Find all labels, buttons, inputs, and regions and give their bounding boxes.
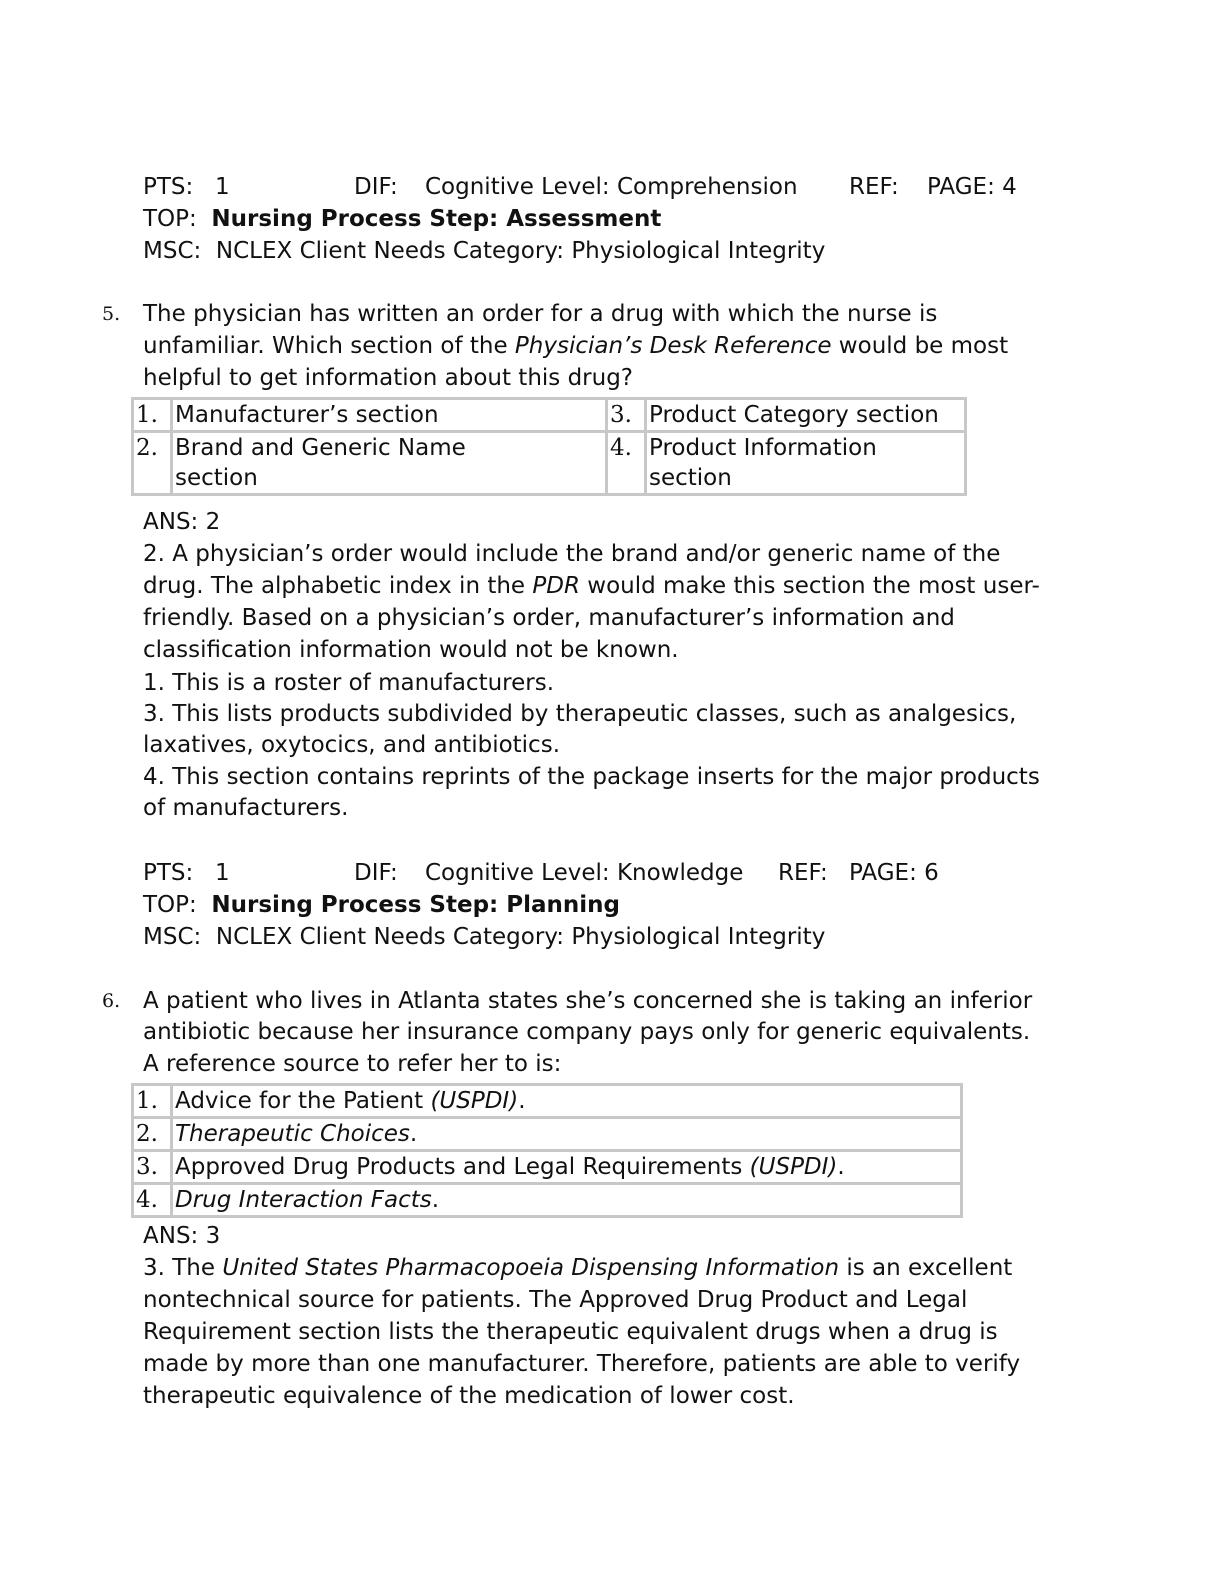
dif-label: DIF: bbox=[354, 860, 398, 886]
option-number: 2. bbox=[133, 432, 172, 495]
pts-value: 1 bbox=[215, 860, 230, 886]
top-line bbox=[143, 204, 661, 234]
rationale-text: 2. A physician’s order would include the brand and/or generic name of the bbox=[143, 541, 1001, 567]
abbrev-title: PDR bbox=[532, 573, 580, 599]
msc-label: MSC: bbox=[143, 238, 202, 264]
rationale-span: is an excellent bbox=[839, 1255, 1013, 1281]
answer-line: ANS: 2 bbox=[143, 509, 221, 535]
top-value: Nursing Process Step: Planning bbox=[211, 892, 620, 918]
pts-line bbox=[143, 172, 1017, 202]
top-line bbox=[143, 890, 620, 920]
option-number: 2. bbox=[133, 1118, 172, 1151]
stem-text: helpful to get information about this drug? bbox=[143, 365, 634, 391]
option-italic: Drug Interaction Facts bbox=[175, 1187, 432, 1213]
question-stem bbox=[143, 299, 937, 329]
rationale-text: nontechnical source for patients. The Approved Drug Product and Legal bbox=[143, 1287, 968, 1313]
pts-label: PTS: bbox=[143, 860, 194, 886]
rationale-span: drug. The alphabetic index in the bbox=[143, 573, 533, 599]
book-title: Physician’s Desk Reference bbox=[514, 333, 832, 359]
msc-line bbox=[143, 922, 825, 952]
option-span: . bbox=[837, 1154, 845, 1180]
dif-value: Cognitive Level: Knowledge bbox=[425, 860, 744, 886]
rationale-text: Requirement section lists the therapeutic equivalent drugs when a drug is bbox=[143, 1319, 998, 1345]
rationale-text: classification information would not be known. bbox=[143, 637, 679, 663]
answer-options-table bbox=[131, 397, 967, 496]
option-text bbox=[172, 1118, 962, 1151]
top-label: TOP: bbox=[143, 892, 197, 918]
option-text bbox=[172, 1151, 962, 1184]
rationale-text: of manufacturers. bbox=[143, 795, 349, 821]
option-span: . bbox=[518, 1088, 526, 1114]
option-span: Approved Drug Products and Legal Requirements bbox=[175, 1154, 750, 1180]
rationale-text: friendly. Based on a physician’s order, manufacturer’s information and bbox=[143, 605, 955, 631]
stem-text: would be most bbox=[831, 333, 1009, 359]
question-stem bbox=[143, 331, 1008, 361]
msc-line bbox=[143, 236, 825, 266]
option-text: Product Category section bbox=[646, 399, 966, 432]
top-label: TOP: bbox=[143, 206, 197, 232]
question-stem: A reference source to refer her to is: bbox=[143, 1051, 562, 1077]
option-text: Manufacturer’s section bbox=[172, 399, 607, 432]
book-title: United States Pharmacopoeia Dispensing Information bbox=[222, 1255, 840, 1281]
option-text: Product Information section bbox=[646, 432, 966, 495]
ref-value: PAGE: 6 bbox=[849, 860, 939, 886]
question-number: 6. bbox=[102, 990, 121, 1012]
rationale-text: 1. This is a roster of manufacturers. bbox=[143, 670, 555, 696]
option-span: . bbox=[409, 1121, 418, 1147]
rationale-span: 3. The bbox=[143, 1255, 223, 1281]
ref-value: PAGE: 4 bbox=[927, 174, 1017, 200]
option-number: 1. bbox=[133, 1085, 172, 1118]
option-number: 3. bbox=[133, 1151, 172, 1184]
top-value: Nursing Process Step: Assessment bbox=[211, 206, 662, 232]
rationale-span: would make this section the most user- bbox=[579, 573, 1040, 599]
rationale-text: 3. This lists products subdivided by therapeutic classes, such as analgesics, bbox=[143, 701, 1017, 727]
option-number: 4. bbox=[133, 1184, 172, 1217]
msc-label: MSC: bbox=[143, 924, 202, 950]
rationale-text bbox=[143, 571, 1040, 601]
rationale-text: therapeutic equivalence of the medication of lower cost. bbox=[143, 1383, 795, 1409]
option-text: Brand and Generic Name section bbox=[172, 432, 607, 495]
rationale-text bbox=[143, 1253, 1012, 1283]
ref-label: REF: bbox=[778, 860, 828, 886]
msc-value: NCLEX Client Needs Category: Physiological Integrity bbox=[215, 924, 826, 950]
dif-value: Cognitive Level: Comprehension bbox=[425, 174, 798, 200]
option-italic: Therapeutic Choices bbox=[175, 1121, 410, 1147]
dif-label: DIF: bbox=[354, 174, 398, 200]
option-number: 1. bbox=[133, 399, 172, 432]
option-italic: (USPDI) bbox=[430, 1088, 519, 1114]
pts-value: 1 bbox=[215, 174, 230, 200]
question-stem bbox=[143, 363, 633, 393]
rationale-text: laxatives, oxytocics, and antibiotics. bbox=[143, 732, 560, 758]
option-number: 3. bbox=[607, 399, 646, 432]
msc-value: NCLEX Client Needs Category: Physiological Integrity bbox=[215, 238, 826, 264]
ref-label: REF: bbox=[849, 174, 899, 200]
stem-text: unfamiliar. Which section of the bbox=[143, 333, 515, 359]
answer-line: ANS: 3 bbox=[143, 1223, 221, 1249]
option-text bbox=[172, 1184, 962, 1217]
option-italic: (USPDI) bbox=[749, 1154, 838, 1180]
pts-line bbox=[143, 858, 939, 888]
question-number: 5. bbox=[102, 303, 121, 325]
option-span: Advice for the Patient bbox=[175, 1088, 431, 1114]
answer-options-table bbox=[131, 1083, 963, 1218]
rationale-text: made by more than one manufacturer. Therefore, patients are able to verify bbox=[143, 1351, 1021, 1377]
question-stem: A patient who lives in Atlanta states she’s concerned she is taking an inferior bbox=[143, 988, 1033, 1014]
question-stem: antibiotic because her insurance company pays only for generic equivalents. bbox=[143, 1019, 1031, 1045]
rationale-text: 4. This section contains reprints of the package inserts for the major products bbox=[143, 764, 1040, 790]
option-span: . bbox=[431, 1187, 440, 1213]
pts-label: PTS: bbox=[143, 174, 194, 200]
option-text bbox=[172, 1085, 962, 1118]
stem-text: The physician has written an order for a drug with which the nurse is bbox=[143, 301, 938, 327]
option-number: 4. bbox=[607, 432, 646, 495]
